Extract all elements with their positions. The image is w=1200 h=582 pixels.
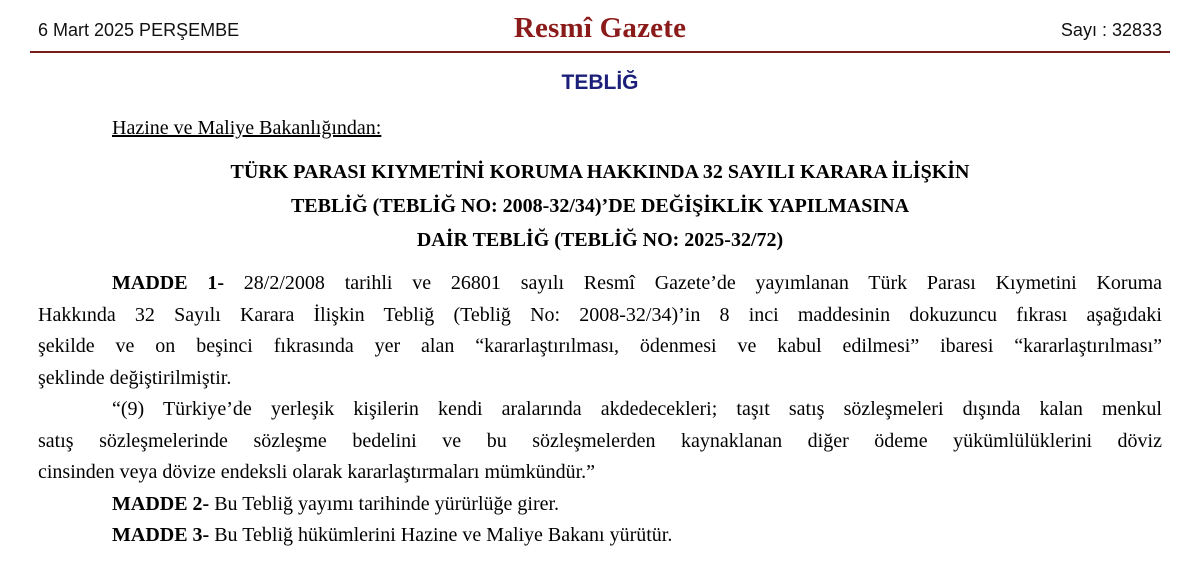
header-divider [30, 51, 1170, 53]
article-1-label: MADDE 1- [112, 272, 224, 294]
article-1-text: 28/2/2008 tarihli ve 26801 sayılı Resmî Gazete’de yayımlanan Türk Parası Kıymetini Koruma [243, 272, 1163, 294]
gazette-title: Resmî Gazete [513, 12, 687, 44]
amended-paragraph-quote [38, 394, 1162, 489]
article-1-line: şeklinde değiştirilmiştir. [38, 366, 232, 389]
quote-line: “(9) Türkiye’de yerleşik kişilerin kendi aralarında akdedecekleri; taşıt satış sözleşmeleri dışında kalan menkul [112, 398, 1162, 420]
article-1-line [38, 268, 1162, 300]
title-line: TÜRK PARASI KIYMETİNİ KORUMA HAKKINDA 32 SAYILI KARARA İLİŞKİN [230, 161, 970, 183]
article-3-text: Bu Tebliğ hükümlerini Hazine ve Maliye Bakanı yürütür. [214, 524, 673, 546]
article-3-label: MADDE 3- [112, 524, 210, 546]
article-2-text: Bu Tebliğ yayımı tarihinde yürürlüğe girer. [214, 492, 560, 515]
article-2-label: MADDE 2- [112, 492, 210, 515]
title-line: DAİR TEBLİĞ (TEBLİĞ NO: 2025-32/72) [416, 229, 784, 251]
article-1-line: şekilde ve on beşinci fıkrasında yer alan “kararlaştırılması, ödenmesi ve kabul edilmesi” ibaresi “kararlaştırılması” [38, 335, 1162, 357]
article-2 [38, 489, 1162, 521]
article-2-line [38, 489, 1162, 521]
issue-number: Sayı : 32833 [1060, 20, 1162, 40]
section-label: TEBLİĞ [561, 71, 639, 94]
article-1 [38, 268, 1162, 394]
article-1-line: Hakkında 32 Sayılı Karara İlişkin Tebliğ (Tebliğ No: 2008-32/34)’in 8 inci maddesinin dokuzuncu fıkrası aşağıdaki [38, 303, 1162, 326]
quote-line: satış sözleşmelerinde sözleşme bedelini ve bu sözleşmelerden kaynaklanan diğer ödeme yükümlülüklerini döviz [38, 429, 1162, 452]
article-3-line [38, 520, 1162, 552]
gazette-header [0, 0, 1200, 52]
quote-line: cinsinden veya dövize endeksli olarak kararlaştırmaları mümkündür.” [38, 461, 596, 483]
communique-title [100, 155, 1100, 257]
article-3 [38, 520, 1162, 552]
document-body [38, 268, 1162, 552]
title-line: TEBLİĞ (TEBLİĞ NO: 2008-32/34)’DE DEĞİŞİKLİK YAPILMASINA [290, 195, 910, 217]
issuing-ministry: Hazine ve Maliye Bakanlığından: [112, 117, 382, 139]
publication-date: 6 Mart 2025 PERŞEMBE [38, 20, 240, 40]
